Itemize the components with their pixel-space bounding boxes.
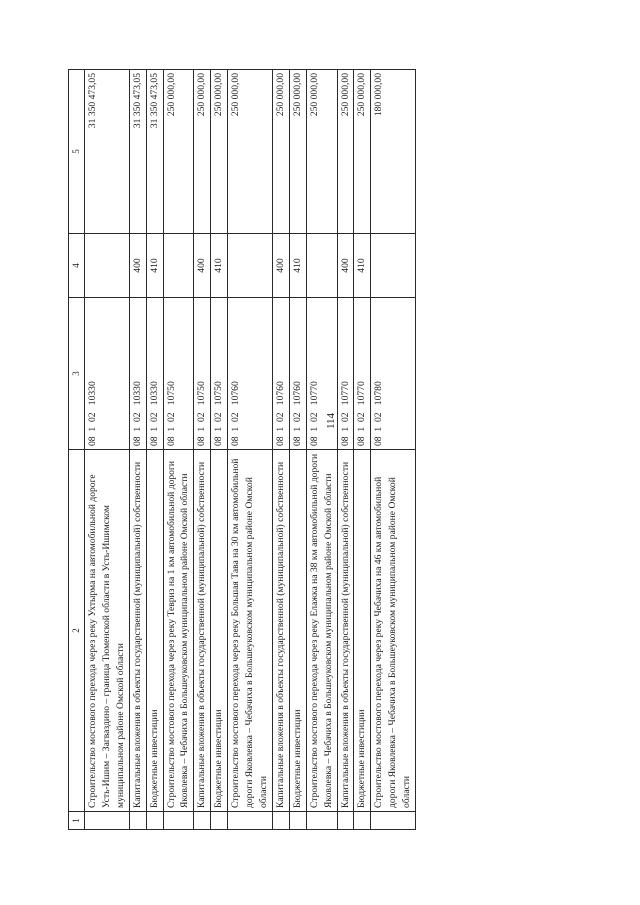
row-amount-cell: 250 000,00 <box>289 70 306 234</box>
row-code-cell: 08 1 02 10770 <box>354 298 371 450</box>
row-name-cell: Бюджетные инвестиции <box>289 450 306 812</box>
row-type-cell: 410 <box>354 234 371 298</box>
row-type-cell: 400 <box>129 234 146 298</box>
row-number-cell <box>85 812 130 830</box>
row-number-cell <box>163 812 194 830</box>
table-row <box>146 70 163 830</box>
row-name-cell: Строительство мостового перехода через реку Елажка на 38 км автомобильной дороги Яковлевка – Чебачиха в Большеуковском муниципальном районе Омской области <box>306 450 337 812</box>
page-number: 114 <box>325 412 337 430</box>
budget-table <box>68 69 416 830</box>
row-code-cell: 08 1 02 10330 <box>85 298 130 450</box>
row-name-cell: Капитальные вложения в объекты государственной (муниципальной) собственности <box>272 450 289 812</box>
row-code-cell: 08 1 02 10750 <box>194 298 211 450</box>
row-number-cell <box>371 812 416 830</box>
header-cell-5: 5 <box>69 70 85 234</box>
table-row <box>272 70 289 830</box>
row-code-cell: 08 1 02 10770 <box>337 298 354 450</box>
row-amount-cell: 31 350 473,05 <box>129 70 146 234</box>
row-amount-cell: 250 000,00 <box>211 70 228 234</box>
row-code-cell: 08 1 02 10760 <box>228 298 273 450</box>
row-code-cell: 08 1 02 10330 <box>146 298 163 450</box>
table-body <box>69 70 416 830</box>
header-cell-4: 4 <box>69 234 85 298</box>
row-type-cell <box>371 234 416 298</box>
header-cell-1: 1 <box>69 812 85 830</box>
row-type-cell: 410 <box>211 234 228 298</box>
row-type-cell: 400 <box>194 234 211 298</box>
row-amount-cell: 250 000,00 <box>337 70 354 234</box>
table-row <box>163 70 194 830</box>
row-type-cell: 400 <box>337 234 354 298</box>
row-code-cell: 08 1 02 10750 <box>211 298 228 450</box>
row-name-cell: Бюджетные инвестиции <box>354 450 371 812</box>
row-amount-cell: 31 350 473,05 <box>85 70 130 234</box>
row-number-cell <box>146 812 163 830</box>
row-type-cell <box>306 234 337 298</box>
row-type-cell: 410 <box>289 234 306 298</box>
row-type-cell: 400 <box>272 234 289 298</box>
row-type-cell <box>163 234 194 298</box>
budget-table-page <box>68 70 568 830</box>
row-type-cell: 410 <box>146 234 163 298</box>
row-amount-cell: 250 000,00 <box>272 70 289 234</box>
table-row <box>194 70 211 830</box>
row-name-cell: Бюджетные инвестиции <box>211 450 228 812</box>
row-number-cell <box>289 812 306 830</box>
row-amount-cell: 180 000,00 <box>371 70 416 234</box>
row-number-cell <box>194 812 211 830</box>
row-number-cell <box>228 812 273 830</box>
header-row <box>69 70 85 830</box>
row-amount-cell: 31 350 473,05 <box>146 70 163 234</box>
row-number-cell <box>337 812 354 830</box>
row-amount-cell: 250 000,00 <box>228 70 273 234</box>
row-name-cell: Строительство мостового перехода через реку Тевриз на 1 км автомобильной дороги Яковлевка – Чебачиха в Большеуковском муниципальном районе Омской области <box>163 450 194 812</box>
table-row <box>228 70 273 830</box>
header-cell-2: 2 <box>69 450 85 812</box>
row-name-cell: Строительство мостового перехода через реку Чебачиха на 46 км автомобильной дороги Яковлевка – Чебачиха в Большеуковском муниципальном районе Омской области <box>371 450 416 812</box>
table-row <box>337 70 354 830</box>
table-row <box>371 70 416 830</box>
row-amount-cell: 250 000,00 <box>306 70 337 234</box>
row-code-cell: 08 1 02 10780 <box>371 298 416 450</box>
row-amount-cell: 250 000,00 <box>194 70 211 234</box>
row-amount-cell: 250 000,00 <box>163 70 194 234</box>
row-number-cell <box>306 812 337 830</box>
row-number-cell <box>354 812 371 830</box>
header-cell-3: 3 <box>69 298 85 450</box>
row-number-cell <box>272 812 289 830</box>
table-row <box>354 70 371 830</box>
row-name-cell: Бюджетные инвестиции <box>146 450 163 812</box>
row-code-cell: 08 1 02 10750 <box>163 298 194 450</box>
table-row <box>289 70 306 830</box>
table-row <box>306 70 337 830</box>
row-number-cell <box>211 812 228 830</box>
row-name-cell: Капитальные вложения в объекты государственной (муниципальной) собственности <box>337 450 354 812</box>
row-type-cell <box>228 234 273 298</box>
row-name-cell: Строительство мостового перехода через реку Ухтырма на автомобильной дороге Усть-Ишим – Загваздино – граница Тюменской области в Усть-Ишимском муниципальном районе Омской области <box>85 450 130 812</box>
table-row <box>129 70 146 830</box>
row-code-cell: 08 1 02 10330 <box>129 298 146 450</box>
row-type-cell <box>85 234 130 298</box>
row-code-cell: 08 1 02 10760 <box>272 298 289 450</box>
row-code-cell: 08 1 02 10760 <box>289 298 306 450</box>
row-code-cell: 08 1 02 10770 <box>306 298 337 450</box>
row-name-cell: Капитальные вложения в объекты государственной (муниципальной) собственности <box>194 450 211 812</box>
row-amount-cell: 250 000,00 <box>354 70 371 234</box>
row-number-cell <box>129 812 146 830</box>
table-row <box>211 70 228 830</box>
row-name-cell: Капитальные вложения в объекты государственной (муниципальной) собственности <box>129 450 146 812</box>
table-row <box>85 70 130 830</box>
row-name-cell: Строительство мостового перехода через реку Большая Тава на 30 км автомобильной дороги Яковлевка – Чебачиха в Большеуковском муниципальном районе Омской области <box>228 450 273 812</box>
